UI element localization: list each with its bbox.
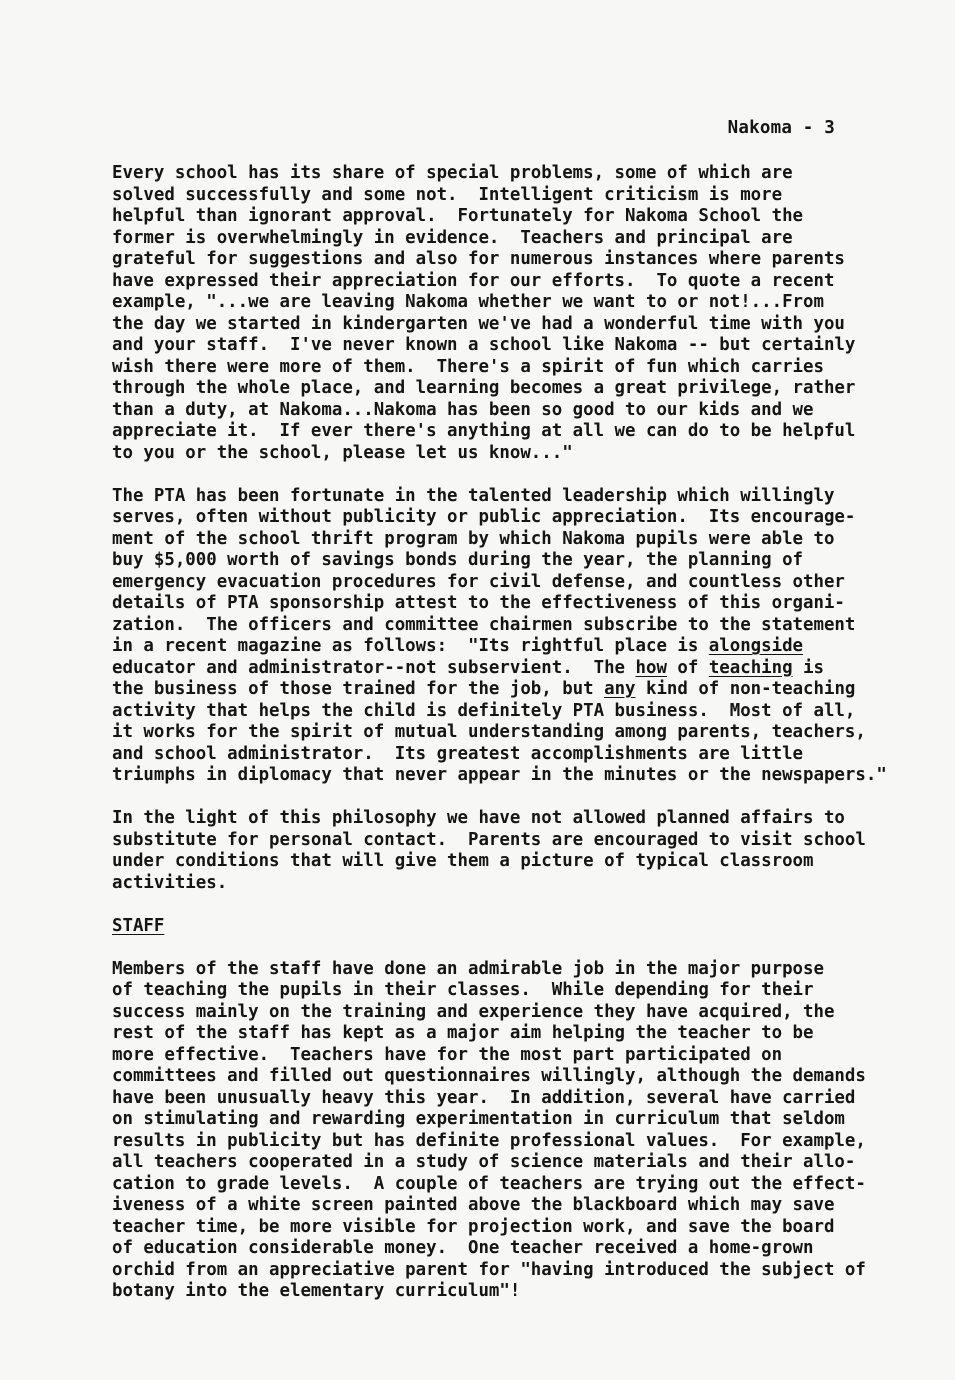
text-line: cation to grade levels. A couple of teachers are trying out the effect- — [112, 1173, 866, 1194]
text-line: The PTA has been fortunate in the talented leadership which willingly — [112, 485, 835, 506]
paragraph-gap — [112, 937, 912, 959]
text-line: and school administrator. Its greatest accomplishments are little — [112, 743, 804, 764]
text-line: the day we started in kindergarten we've had a wonderful time with you — [112, 313, 845, 334]
text-line: buy $5,000 worth of savings bonds during the year, the planning of — [112, 550, 804, 570]
page-header: Nakoma - 3 — [727, 118, 835, 138]
text-line: committees and filled out questionnaires willingly, although the demands — [112, 1066, 866, 1086]
text-line: educator and administrator--not subservient. The how of teaching is — [112, 657, 825, 678]
text-line: to you or the school, please let us know..." — [112, 442, 573, 463]
text-line: it works for the spirit of mutual understanding among parents, teachers, — [112, 722, 866, 742]
text-line: all teachers cooperated in a study of science materials and their allo- — [112, 1152, 856, 1172]
text-line: rest of the staff has kept as a major aim helping the teacher to be — [112, 1023, 814, 1043]
text-line: have been unusually heavy this year. In addition, several have carried — [112, 1087, 856, 1108]
text-line: of teaching the pupils in their classes. While depending for their — [112, 980, 814, 1000]
paragraph-gap — [112, 787, 912, 809]
text-line: zation. The officers and committee chairmen subscribe to the statement — [112, 614, 856, 635]
text-line: triumphs in diplomacy that never appear in the minutes or the newspapers." — [112, 765, 887, 785]
text-line: in a recent magazine as follows: "Its rightful place is alongside — [112, 636, 804, 656]
text-line: of education considerable money. One teacher received a home-grown — [112, 1238, 814, 1258]
paragraph — [112, 959, 912, 1303]
text-line: on stimulating and rewarding experimentation in curriculum that seldom — [112, 1109, 845, 1129]
text-line: example, "...we are leaving Nakoma whether we want to or not!...From — [112, 292, 824, 312]
text-line: under conditions that will give them a picture of typical classroom — [112, 851, 814, 871]
text-line: solved successfully and some not. Intelligent criticism is more — [112, 184, 783, 205]
text-line: the business of those trained for the job, but any kind of non-teaching — [112, 679, 856, 699]
text-line: results in publicity but has definite professional values. For example, — [112, 1130, 866, 1151]
text-line: teacher time, be more visible for projection work, and save the board — [112, 1216, 835, 1237]
text-line: through the whole place, and learning becomes a great privilege, rather — [112, 378, 856, 398]
text-line: grateful for suggestions and also for numerous instances where parents — [112, 249, 845, 269]
paragraph — [112, 163, 912, 464]
text-line: success mainly on the training and experience they have acquired, the — [112, 1001, 835, 1022]
section-heading-text: STAFF — [112, 915, 165, 936]
text-line: substitute for personal contact. Parents are encouraged to visit school — [112, 829, 866, 850]
text-line: iveness of a white screen painted above the blackboard which may save — [112, 1195, 835, 1215]
section-heading — [112, 916, 912, 938]
text-line: activity that helps the child is definitely PTA business. Most of all, — [112, 700, 856, 721]
text-line: wish there were more of them. There's a spirit of fun which carries — [112, 356, 824, 377]
text-line: and your staff. I've never known a school like Nakoma -- but certainly — [112, 335, 856, 355]
document-body — [112, 163, 912, 1303]
text-line: than a duty, at Nakoma...Nakoma has been so good to our kids and we — [112, 399, 814, 420]
text-line: orchid from an appreciative parent for "having introduced the subject of — [112, 1259, 866, 1280]
text-line: have expressed their appreciation for our efforts. To quote a recent — [112, 270, 835, 291]
text-line: emergency evacuation procedures for civil defense, and countless other — [112, 571, 845, 592]
text-line: Every school has its share of special problems, some of which are — [112, 163, 793, 183]
text-line: ment of the school thrift program by which Nakoma pupils were able to — [112, 528, 835, 549]
text-line: former is overwhelmingly in evidence. Teachers and principal are — [112, 227, 793, 248]
text-line: In the light of this philosophy we have not allowed planned affairs to — [112, 808, 845, 828]
text-line: botany into the elementary curriculum"! — [112, 1281, 521, 1301]
text-line: appreciate it. If ever there's anything at all we can do to be helpful — [112, 421, 856, 441]
text-line: Members of the staff have done an admirable job in the major purpose — [112, 958, 824, 979]
text-line: helpful than ignorant approval. Fortunately for Nakoma School the — [112, 206, 804, 226]
text-line: details of PTA sponsorship attest to the effectiveness of this organi- — [112, 593, 845, 613]
paragraph-gap — [112, 464, 912, 486]
text-line: more effective. Teachers have for the most part participated on — [112, 1044, 783, 1065]
paragraph — [112, 808, 912, 894]
text-line: serves, often without publicity or public appreciation. Its encourage- — [112, 507, 856, 527]
paragraph-gap — [112, 894, 912, 916]
paragraph — [112, 486, 912, 787]
text-line: activities. — [112, 872, 228, 893]
